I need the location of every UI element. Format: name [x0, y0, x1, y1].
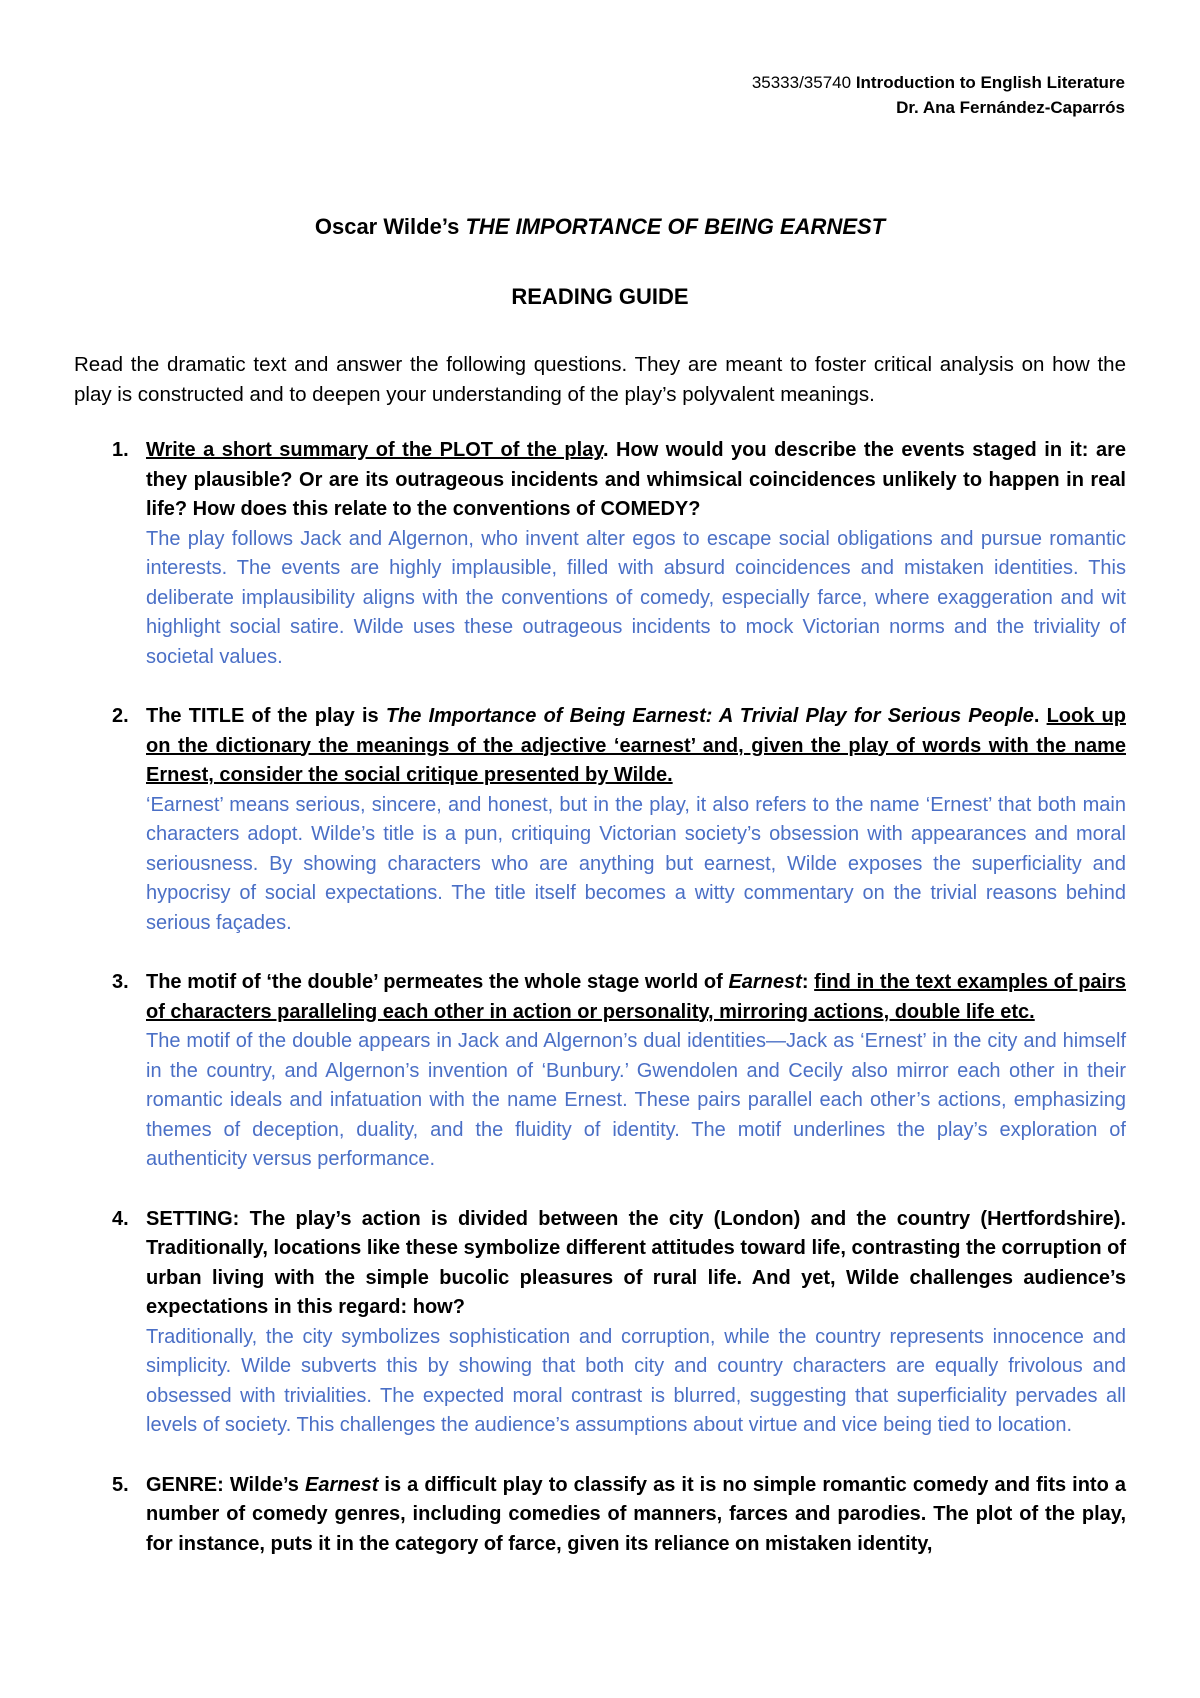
question-list [74, 436, 1126, 1589]
question-number: 5. [112, 1473, 129, 1496]
question-item-2 [74, 702, 1126, 938]
question-number: 2. [112, 705, 129, 727]
intro-paragraph: Read the dramatic text and answer the following questions. They are meant to foster critical analysis on how the play is constructed and to deepen your understanding of the play’s polyvalent meanings. [74, 353, 1126, 406]
title-work: THE IMPORTANCE OF BEING EARNEST [465, 214, 886, 239]
question-item-3 [74, 968, 1126, 1175]
question-segment: . [1033, 705, 1047, 727]
instructor-name: Dr. Ana Fernández-Caparrós [896, 98, 1125, 117]
question-item-5 [74, 1471, 1126, 1560]
document-title [0, 214, 1200, 240]
question-text [146, 702, 1126, 791]
document-subtitle: READING GUIDE [511, 284, 689, 309]
answer-text: ‘Earnest’ means serious, sincere, and honest, but in the play, it also refers to the name ‘Ernest’ that both main characters adopt. Wilde’s title is a pun, critiquing Victorian society’s obsession with appearances and moral seriousness. By showing characters who are anything but earnest, Wilde exposes the superficiality and hypocrisy of social expectations. The title itself becomes a witty commentary on the trivial reasons behind serious façades. [146, 793, 1126, 934]
question-underlined: Look up on the dictionary the meanings of the adjective ‘earnest’ and, given the play of words with the name Ernest, consider the social critique presented by Wilde. [146, 705, 1126, 786]
question-number: 1. [112, 439, 129, 461]
question-text [146, 1471, 1126, 1560]
question-segment: The motif of ‘the double’ permeates the whole stage world of [146, 971, 729, 993]
course-header [752, 70, 1125, 120]
question-underlined: Write a short summary of the PLOT of the play [146, 439, 603, 461]
title-prefix: Oscar Wilde’s [314, 214, 466, 239]
course-line [752, 70, 1125, 95]
question-text [146, 1205, 1126, 1323]
question-segment: The TITLE of the play is [146, 705, 386, 727]
question-italic: Earnest [728, 971, 802, 993]
question-underlined: find in the text examples of pairs of characters paralleling each other in action or personality, mirroring actions, double life etc. [146, 971, 1127, 1023]
answer-text: The motif of the double appears in Jack and Algernon’s dual identities—Jack as ‘Ernest’ in the city and himself in the country, and Algernon’s invention of ‘Bunbury.’ Gwendolen and Cecily also mirror each other in their romantic ideals and infatuation with the name Ernest. These pairs parallel each other’s actions, emphasizing themes of deception, duality, and the fluidity of identity. The motif underlines the play’s exploration of authenticity versus performance. [146, 1030, 1126, 1170]
question-segment: : [801, 971, 815, 993]
course-title: Introduction to English Literature [855, 73, 1125, 92]
question-text [146, 436, 1126, 525]
question-italic: Earnest [305, 1473, 379, 1496]
question-segment: is a difficult play to classify as it is no simple romantic comedy and fits into a number of comedy genres, including comedies of manners, farces and parodies. The plot of the play, for instance, puts it in the category of farce, given its reliance on mistaken identity, [146, 1473, 1126, 1555]
question-segment: SETTING: The play’s action is divided between the city (London) and the country (Hertfordshire). Traditionally, locations like these symbolize different attitudes toward life, contrasting the corruption of urban living with the simple bucolic pleasures of rural life. And yet, Wilde challenges audience’s expectations in this regard: how? [146, 1207, 1126, 1318]
answer-text: Traditionally, the city symbolizes sophistication and corruption, while the country represents innocence and simplicity. Wilde subverts this by showing that both city and country characters are equally frivolous and obsessed with trivialities. The expected moral contrast is blurred, suggesting that superficiality pervades all levels of society. This challenges the audience’s assumptions about virtue and vice being tied to location. [146, 1325, 1126, 1436]
question-item-4 [74, 1205, 1126, 1441]
question-number: 4. [112, 1207, 129, 1230]
answer-text: The play follows Jack and Algernon, who invent alter egos to escape social obligations and pursue romantic interests. The events are highly implausible, filled with absurd coincidences and mistaken identities. This deliberate implausibility aligns with the conventions of comedy, especially farce, where exaggeration and wit highlight social satire. Wilde uses these outrageous incidents to mock Victorian norms and the triviality of societal values. [146, 527, 1126, 668]
question-number: 3. [112, 971, 129, 993]
question-item-1 [74, 436, 1126, 672]
course-code: 35333/35740 [751, 73, 852, 92]
question-segment: GENRE: Wilde’s [146, 1473, 305, 1496]
question-segment: . How would you describe the events staged in it: are they plausible? Or are its outrageous incidents and whimsical coincidences unlikely to happen in real life? How does this relate to the conventions of COMEDY? [146, 439, 1127, 520]
question-text [146, 968, 1126, 1027]
question-italic: The Importance of Being Earnest: A Trivial Play for Serious People [385, 705, 1034, 727]
